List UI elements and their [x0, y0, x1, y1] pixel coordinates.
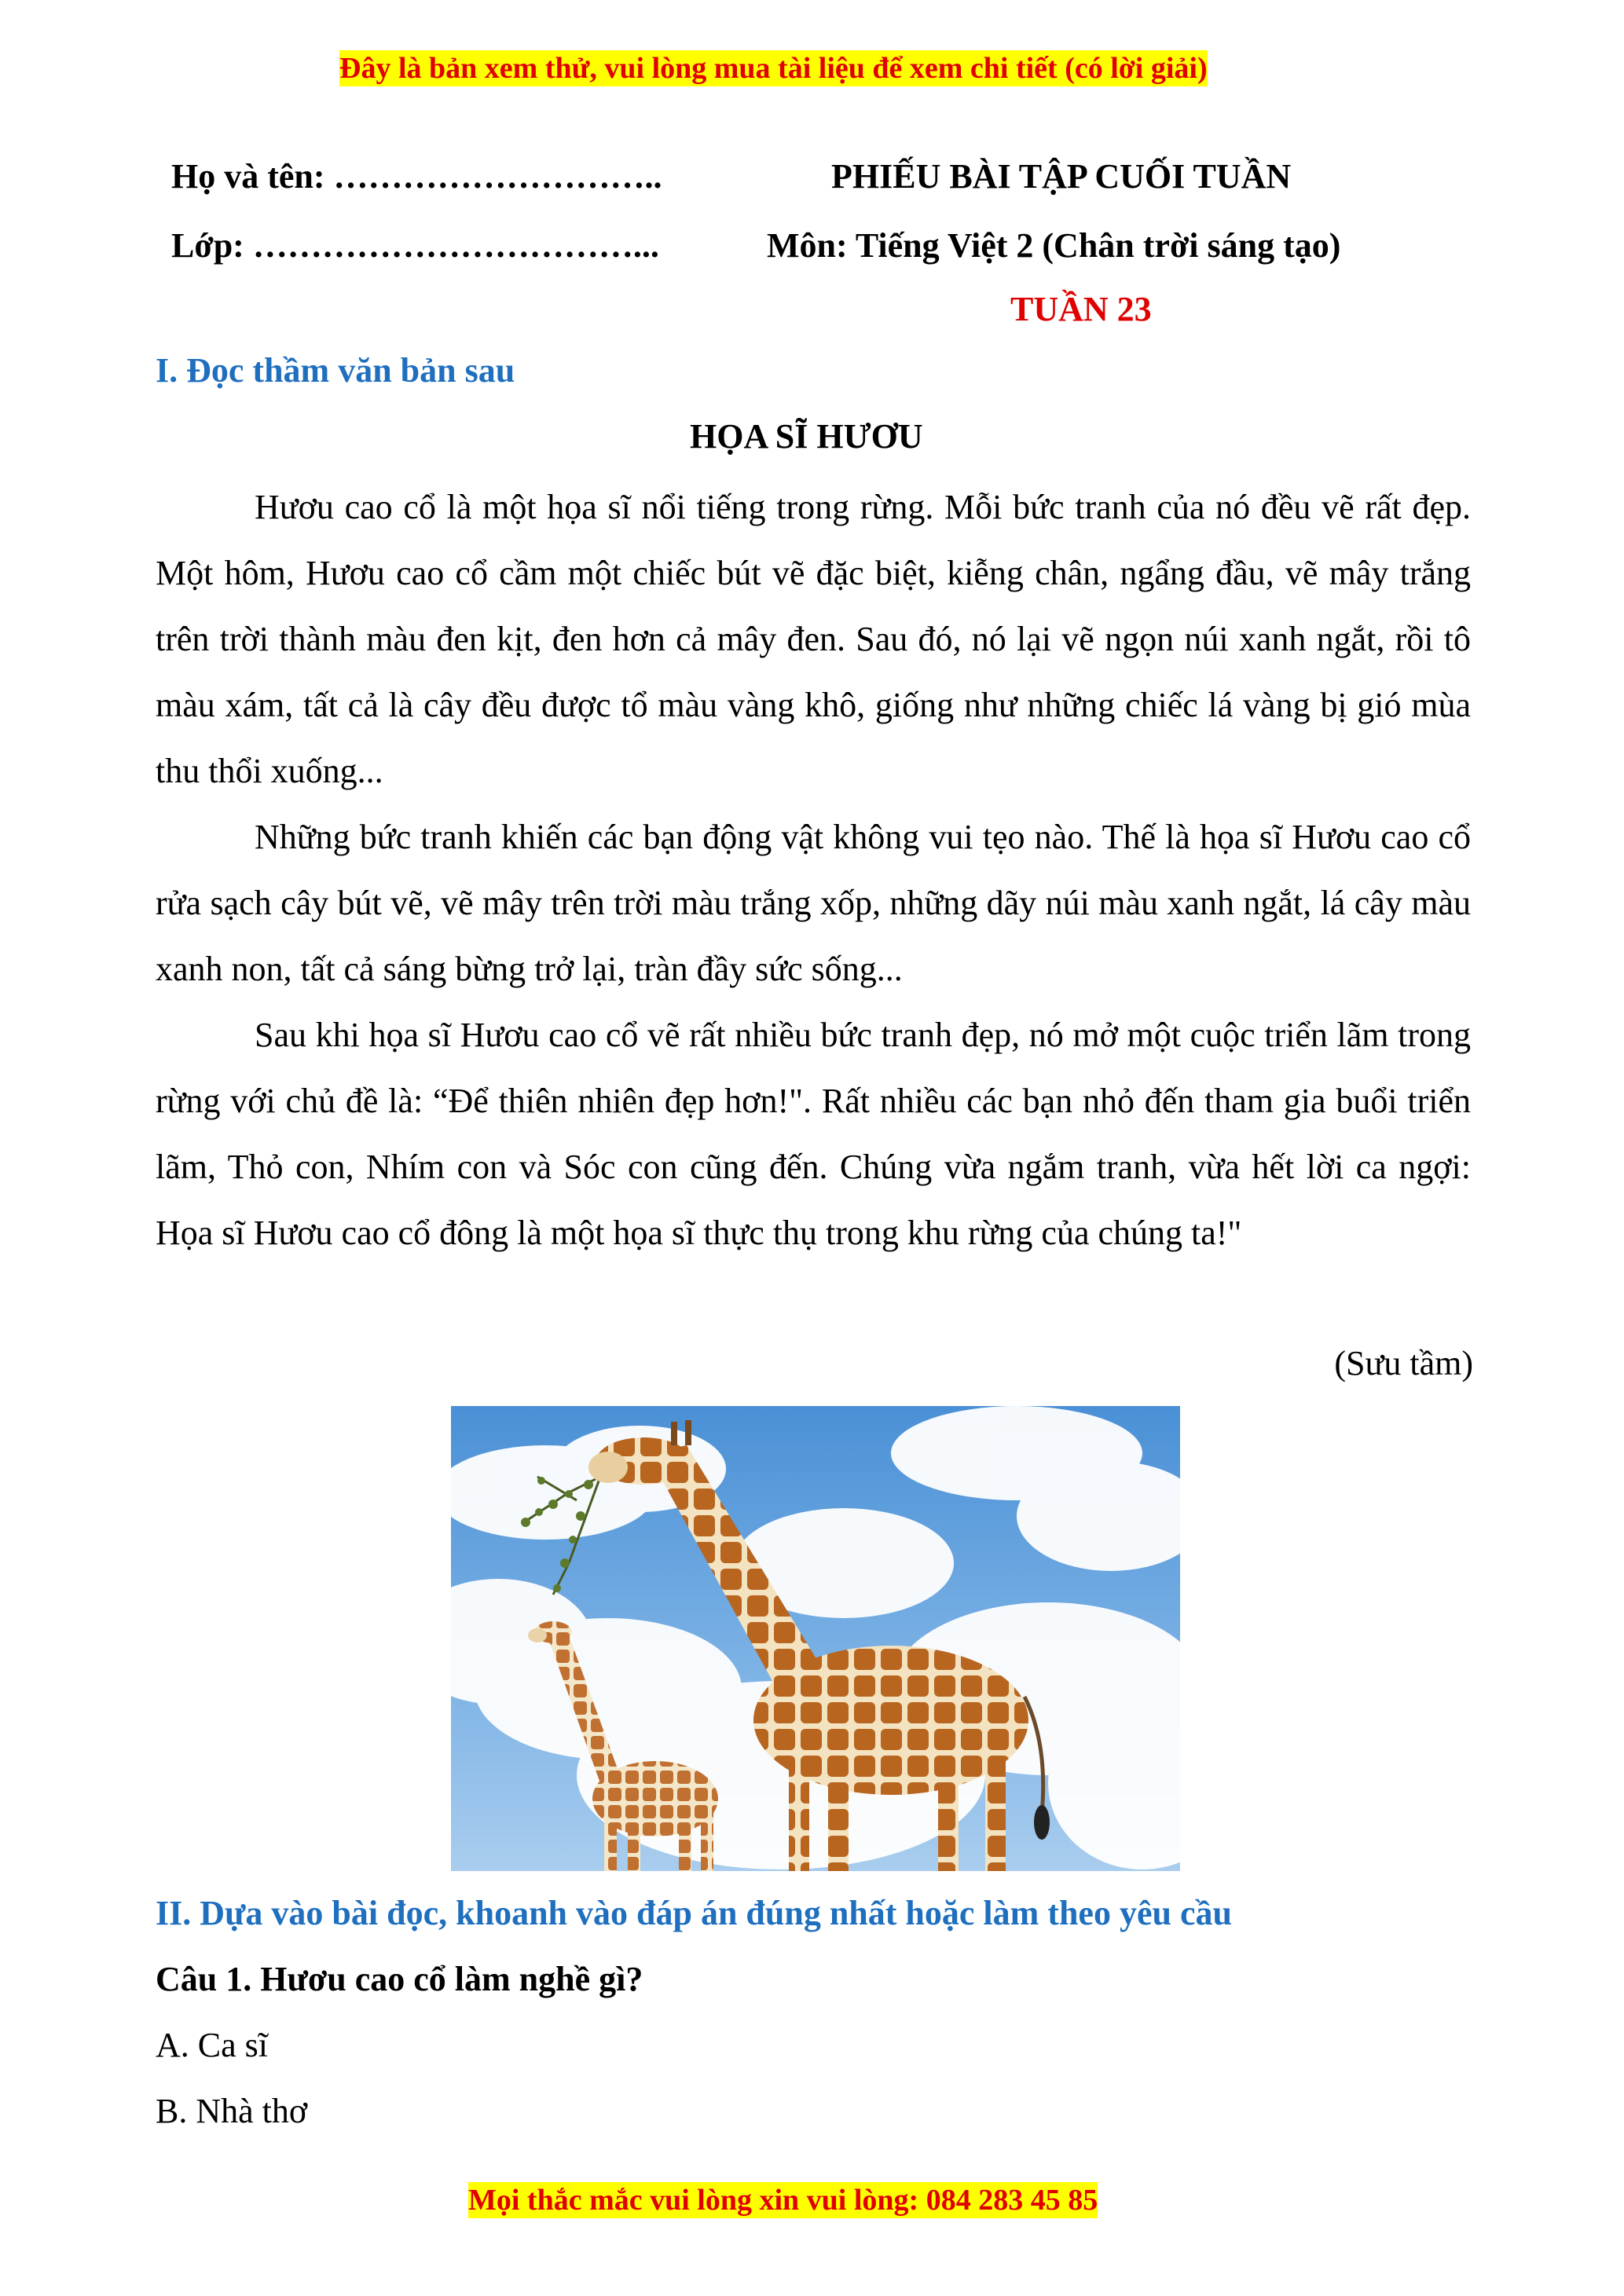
source-note: (Sưu tầm) [1334, 1344, 1473, 1382]
giraffe-illustration [451, 1406, 1180, 1871]
option-b: B. Nhà thơ [156, 2092, 308, 2130]
story-title: HỌA SĨ HƯƠU [690, 417, 923, 456]
section-1-heading: I. Đọc thầm văn bản sau [156, 351, 515, 390]
contact-banner: Mọi thắc mắc vui lòng xin vui lòng: 084 283 45 85 [468, 2184, 1098, 2217]
preview-notice-banner: Đây là bản xem thử, vui lòng mua tài liệu để xem chi tiết (có lời giải) [339, 52, 1208, 85]
story-paragraph-3: Sau khi họa sĩ Hươu cao cổ vẽ rất nhiều bức tranh đẹp, nó mở một cuộc triển lãm trong rừng với chủ đề là: “Để thiên nhiên đẹp hơn!". Rất nhiều các bạn nhỏ đến tham gia buổi triển lãm, Thỏ con, Nhím con và Sóc con cũng đến. Chúng vừa ngắm tranh, vừa hết lời ca ngợi: Họa sĩ Hươu cao cổ đông là một họa sĩ thực thụ trong khu rừng của chúng ta!" [156, 1016, 1471, 1252]
section-2-heading: II. Dựa vào bài đọc, khoanh vào đáp án đúng nhất hoặc làm theo yêu cầu [156, 1894, 1232, 1932]
story-paragraph-1: Hươu cao cổ là một họa sĩ nổi tiếng trong rừng. Mỗi bức tranh của nó đều vẽ rất đẹp. Một hôm, Hươu cao cổ cầm một chiếc bút vẽ đặc biệt, kiễng chân, ngẩng đầu, vẽ mây trắng trên trời thành màu đen kịt, đen hơn cả mây đen. Sau đó, nó lại vẽ ngọn núi xanh ngắt, rồi tô màu xám, tất cả là cây đều được tổ màu vàng khô, giống như những chiếc lá vàng bị gió mùa thu thổi xuống... [156, 488, 1471, 790]
question-1: Câu 1. Hươu cao cổ làm nghề gì? [156, 1960, 643, 1998]
worksheet-title: PHIẾU BÀI TẬP CUỐI TUẦN [831, 157, 1292, 196]
student-name-field: Họ và tên: ……………………….. [171, 157, 662, 196]
subject-label: Môn: Tiếng Việt 2 (Chân trời sáng tạo) [767, 226, 1341, 265]
student-class-field: Lớp: ……………………………... [171, 226, 659, 265]
option-a: A. Ca sĩ [156, 2026, 268, 2064]
week-label: TUẦN 23 [1010, 290, 1152, 328]
story-paragraph-2: Những bức tranh khiến các bạn động vật không vui tẹo nào. Thế là họa sĩ Hươu cao cổ rửa sạch cây bút vẽ, vẽ mây trên trời màu trắng xốp, những dãy núi màu xanh ngắt, lá cây màu xanh non, tất cả sáng bừng trở lại, tràn đầy sức sống... [156, 818, 1471, 988]
